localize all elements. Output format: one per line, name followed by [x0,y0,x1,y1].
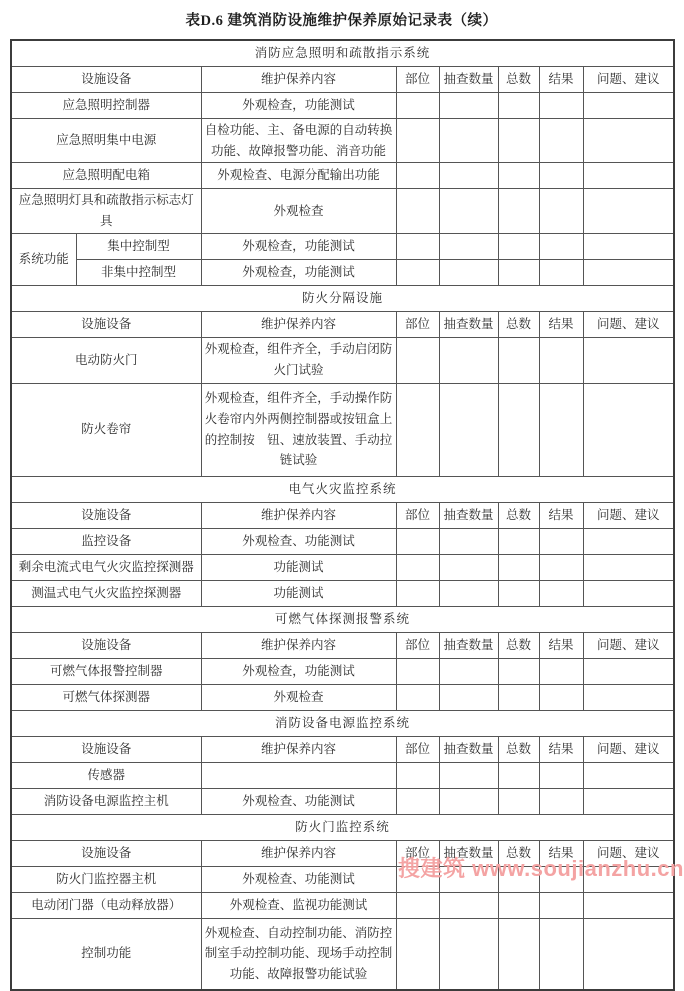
cell-sample-count [439,580,498,606]
cell-total [498,189,539,233]
cell-device: 非集中控制型 [76,259,201,285]
cell-location [396,259,439,285]
cell-sample-count [439,119,498,163]
col-header-content: 维护保养内容 [201,502,396,528]
col-header-content: 维护保养内容 [201,736,396,762]
cell-total [498,866,539,892]
col-header-result: 结果 [539,502,583,528]
cell-result [539,658,583,684]
cell-content: 外观检查、自动控制功能、消防控制室手动控制功能、现场手动控制功能、故障报警功能试验 [201,918,396,990]
cell-result [539,337,583,383]
col-header-sample-count: 抽查数量 [439,632,498,658]
col-header-location: 部位 [396,311,439,337]
cell-location [396,383,439,476]
cell-content: 外观检查，功能测试 [201,93,396,119]
col-header-result: 结果 [539,632,583,658]
cell-device: 控制功能 [11,918,201,990]
col-header-location: 部位 [396,632,439,658]
cell-result [539,119,583,163]
cell-result [539,383,583,476]
col-header-total: 总数 [498,840,539,866]
table-row [11,383,674,476]
section-title: 电气火灾监控系统 [11,476,674,502]
cell-total [498,337,539,383]
cell-content: 外观检查，组件齐全，手动启闭防火门试验 [201,337,396,383]
table-row [11,762,674,788]
cell-total [498,554,539,580]
table-row [11,163,674,189]
table-row [11,632,674,658]
cell-content: 外观检查 [201,189,396,233]
cell-result [539,163,583,189]
col-header-content: 维护保养内容 [201,632,396,658]
col-header-total: 总数 [498,632,539,658]
cell-total [498,892,539,918]
table-row [11,736,674,762]
cell-content: 外观检查，功能测试 [201,259,396,285]
cell-location [396,119,439,163]
table-row [11,658,674,684]
cell-total [498,788,539,814]
table-row [11,606,674,632]
cell-content: 外观检查、电源分配输出功能 [201,163,396,189]
cell-location [396,189,439,233]
cell-sample-count [439,233,498,259]
cell-location [396,163,439,189]
page-title: 表D.6 建筑消防设施维护保养原始记录表（续） [185,13,498,29]
cell-issues [583,788,674,814]
cell-sample-count [439,528,498,554]
col-header-location: 部位 [396,736,439,762]
table-row [11,554,674,580]
col-header-location: 部位 [396,67,439,93]
table-row [11,528,674,554]
cell-location [396,337,439,383]
col-header-device: 设施设备 [11,502,201,528]
cell-device: 防火门监控器主机 [11,866,201,892]
cell-content: 外观检查、功能测试 [201,528,396,554]
cell-result [539,93,583,119]
cell-total [498,383,539,476]
cell-device: 应急照明配电箱 [11,163,201,189]
cell-sample-count [439,762,498,788]
col-header-result: 结果 [539,736,583,762]
cell-total [498,259,539,285]
col-header-sample-count: 抽查数量 [439,67,498,93]
cell-content: 自检功能、主、备电源的自动转换功能、故障报警功能、消音功能 [201,119,396,163]
cell-result [539,233,583,259]
table-row [11,918,674,990]
cell-issues [583,892,674,918]
section-title: 防火门监控系统 [11,814,674,840]
cell-device: 监控设备 [11,528,201,554]
cell-sample-count [439,189,498,233]
cell-issues [583,189,674,233]
cell-issues [583,233,674,259]
col-header-sample-count: 抽查数量 [439,736,498,762]
col-header-total: 总数 [498,736,539,762]
table-row [11,259,674,285]
col-header-total: 总数 [498,67,539,93]
cell-device: 应急照明集中电源 [11,119,201,163]
table-row [11,710,674,736]
col-header-sample-count: 抽查数量 [439,840,498,866]
section-title: 消防设备电源监控系统 [11,710,674,736]
cell-sample-count [439,337,498,383]
cell-result [539,580,583,606]
cell-content: 外观检查，组件齐全，手动操作防火卷帘内外两侧控制器或按钮盒上的控制按 钮、速放装置、手动拉链试验 [201,383,396,476]
cell-issues [583,383,674,476]
cell-result [539,788,583,814]
cell-sample-count [439,93,498,119]
table-row [11,311,674,337]
cell-content: 功能测试 [201,554,396,580]
table-row [11,866,674,892]
table-row [11,40,674,67]
cell-result [539,684,583,710]
cell-sample-count [439,918,498,990]
cell-location [396,788,439,814]
cell-sample-count [439,788,498,814]
cell-issues [583,580,674,606]
cell-device-group: 系统功能 [11,233,76,285]
cell-device: 消防设备电源监控主机 [11,788,201,814]
maintenance-record-table [10,39,675,991]
cell-total [498,684,539,710]
cell-location [396,93,439,119]
table-row [11,840,674,866]
cell-issues [583,918,674,990]
cell-result [539,528,583,554]
cell-device: 可燃气体报警控制器 [11,658,201,684]
cell-issues [583,684,674,710]
col-header-issues: 问题、建议 [583,840,674,866]
cell-issues [583,259,674,285]
cell-total [498,918,539,990]
cell-location [396,658,439,684]
cell-issues [583,658,674,684]
cell-issues [583,163,674,189]
cell-location [396,684,439,710]
cell-device: 测温式电气火灾监控探测器 [11,580,201,606]
cell-content: 外观检查，功能测试 [201,233,396,259]
table-row [11,476,674,502]
table-row [11,67,674,93]
col-header-sample-count: 抽查数量 [439,311,498,337]
section-title: 防火分隔设施 [11,285,674,311]
section-title: 可燃气体探测报警系统 [11,606,674,632]
table-row [11,502,674,528]
cell-content: 功能测试 [201,580,396,606]
table-row [11,93,674,119]
cell-total [498,762,539,788]
watermark-text: 搜建筑 www.soujianzhu.cn [398,856,684,881]
col-header-location: 部位 [396,502,439,528]
col-header-location: 部位 [396,840,439,866]
col-header-device: 设施设备 [11,736,201,762]
cell-result [539,866,583,892]
table-row [11,285,674,311]
cell-location [396,580,439,606]
col-header-sample-count: 抽查数量 [439,502,498,528]
cell-device: 防火卷帘 [11,383,201,476]
col-header-content: 维护保养内容 [201,840,396,866]
cell-issues [583,866,674,892]
cell-total [498,580,539,606]
cell-device: 可燃气体探测器 [11,684,201,710]
col-header-total: 总数 [498,311,539,337]
cell-sample-count [439,684,498,710]
cell-sample-count [439,163,498,189]
col-header-device: 设施设备 [11,840,201,866]
cell-device: 集中控制型 [76,233,201,259]
cell-device: 应急照明灯具和疏散指示标志灯具 [11,189,201,233]
cell-location [396,866,439,892]
cell-total [498,163,539,189]
cell-total [498,528,539,554]
col-header-total: 总数 [498,502,539,528]
cell-device: 剩余电流式电气火灾监控探测器 [11,554,201,580]
cell-content: 外观检查 [201,684,396,710]
table-row [11,233,674,259]
cell-location [396,233,439,259]
cell-location [396,762,439,788]
cell-result [539,259,583,285]
cell-issues [583,528,674,554]
cell-device: 电动防火门 [11,337,201,383]
cell-device: 电动闭门器（电动释放器） [11,892,201,918]
cell-sample-count [439,259,498,285]
table-row [11,119,674,163]
table-row [11,580,674,606]
col-header-content: 维护保养内容 [201,67,396,93]
table-row [11,189,674,233]
col-header-result: 结果 [539,311,583,337]
cell-issues [583,762,674,788]
cell-issues [583,119,674,163]
cell-total [498,93,539,119]
cell-result [539,189,583,233]
col-header-content: 维护保养内容 [201,311,396,337]
col-header-device: 设施设备 [11,632,201,658]
col-header-issues: 问题、建议 [583,67,674,93]
cell-result [539,762,583,788]
table-row [11,684,674,710]
col-header-device: 设施设备 [11,67,201,93]
table-row [11,337,674,383]
cell-result [539,892,583,918]
cell-issues [583,554,674,580]
cell-content: 外观检查，功能测试 [201,658,396,684]
cell-location [396,918,439,990]
col-header-result: 结果 [539,840,583,866]
cell-location [396,528,439,554]
col-header-result: 结果 [539,67,583,93]
col-header-issues: 问题、建议 [583,736,674,762]
cell-content: 外观检查、功能测试 [201,788,396,814]
section-title: 消防应急照明和疏散指示系统 [11,40,674,67]
cell-issues [583,337,674,383]
cell-sample-count [439,866,498,892]
cell-issues [583,93,674,119]
col-header-issues: 问题、建议 [583,311,674,337]
col-header-device: 设施设备 [11,311,201,337]
cell-content [201,762,396,788]
cell-total [498,658,539,684]
cell-sample-count [439,554,498,580]
cell-location [396,554,439,580]
cell-device: 应急照明控制器 [11,93,201,119]
cell-content: 外观检查、功能测试 [201,866,396,892]
col-header-issues: 问题、建议 [583,502,674,528]
cell-sample-count [439,383,498,476]
cell-location [396,892,439,918]
cell-sample-count [439,658,498,684]
table-row [11,788,674,814]
cell-device: 传感器 [11,762,201,788]
table-row [11,892,674,918]
table-row [11,814,674,840]
cell-result [539,554,583,580]
cell-content: 外观检查、监视功能测试 [201,892,396,918]
col-header-issues: 问题、建议 [583,632,674,658]
cell-total [498,119,539,163]
cell-sample-count [439,892,498,918]
cell-result [539,918,583,990]
cell-total [498,233,539,259]
